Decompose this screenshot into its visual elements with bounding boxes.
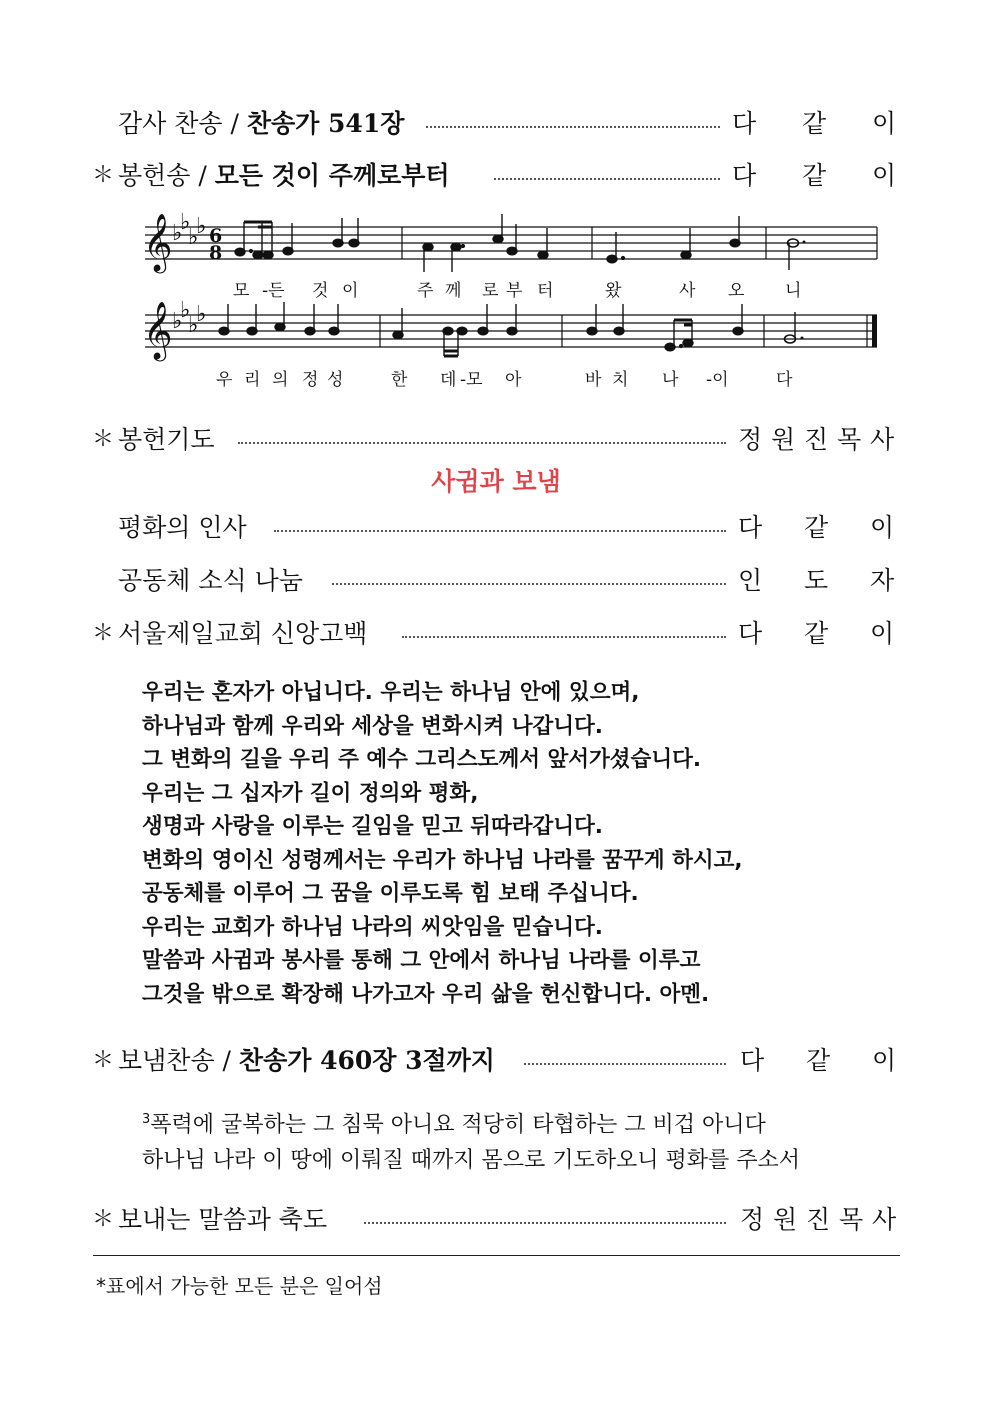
svg-text:왔: 왔 — [605, 281, 622, 301]
creed-line: 우리는 교회가 하나님 나라의 씨앗임을 믿습니다. — [142, 914, 603, 940]
creed-line: 공동체를 이루어 그 꿈을 이루도록 힘 보태 주십니다. — [142, 881, 639, 906]
leader-dots — [494, 178, 720, 180]
svg-text:데: 데 — [440, 370, 457, 390]
leader-dots — [364, 1222, 726, 1224]
svg-text:♭: ♭ — [180, 298, 191, 323]
order-item-peace-greeting: 평화의 인사 다 같 이 — [0, 508, 992, 548]
standing-mark: ＊ — [92, 427, 115, 452]
creed-line: 우리는 그 십자가 길이 정의와 평화, — [142, 780, 479, 806]
standing-mark: ＊ — [92, 1207, 115, 1232]
svg-text:♭: ♭ — [188, 313, 199, 338]
order-item-confession-of-faith: ＊ 서울제일교회 신앙고백 다 같 이 — [0, 614, 992, 654]
creed-line: 변화의 영이신 성령께서는 우리가 하나님 나라를 꿈꾸게 하시고, — [142, 847, 743, 873]
music-score — [0, 200, 992, 400]
svg-text:우: 우 — [216, 370, 233, 390]
verse-line-1: $^3$폭력에 굴복하는 그 침묵 아니요 적당히 타협하는 그 비겁 아니다 — [142, 1112, 766, 1138]
footnote: *표에서 가능한 모든 분은 일어섬 — [96, 1274, 383, 1298]
lyrics-line-2 — [216, 369, 793, 390]
svg-text:나: 나 — [662, 370, 679, 390]
svg-text:리: 리 — [244, 370, 261, 390]
item-label: 감사 찬송 / 찬송가 541장 — [118, 109, 405, 138]
order-item-sending-hymn: ＊ 보냄찬송 / 찬송가 460장 3절까지 다 같 이 — [0, 1041, 992, 1081]
leader-dots — [402, 636, 726, 638]
svg-text:사: 사 — [679, 281, 696, 301]
creed-line: 그 변화의 길을 우리 주 예수 그리스도께서 앞서가셨습니다. — [142, 747, 702, 772]
svg-text:것: 것 — [312, 281, 329, 301]
svg-text:로: 로 — [482, 281, 499, 301]
svg-text:한: 한 — [391, 370, 408, 390]
svg-text:♭: ♭ — [180, 210, 191, 235]
item-label: 보내는 말씀과 축도 — [118, 1205, 328, 1234]
treble-clef-icon: 𝄞 — [143, 301, 173, 359]
standing-mark: ＊ — [92, 1048, 115, 1073]
leader-dots — [238, 442, 726, 444]
time-signature-top: 6 — [209, 225, 223, 247]
leader-dots — [524, 1063, 726, 1065]
svg-text:♭: ♭ — [172, 221, 183, 246]
item-label: 서울제일교회 신앙고백 — [118, 619, 368, 648]
leader-dots — [274, 530, 726, 532]
standing-mark: ＊ — [92, 621, 115, 646]
item-label: 보냄찬송 / 찬송가 460장 3절까지 — [118, 1046, 495, 1075]
svg-text:니: 니 — [785, 281, 802, 301]
svg-text:♭: ♭ — [172, 309, 183, 334]
order-item-thanksgiving-hymn: 감사 찬송 / 찬송가 541장 다 같 이 — [0, 104, 992, 144]
key-signature-flats — [172, 210, 206, 338]
svg-text:치: 치 — [612, 370, 629, 390]
verse-line-2: 하나님 나라 이 땅에 이뤄질 때까지 몸으로 기도하오니 평화를 주소서 — [142, 1148, 800, 1174]
svg-text:께: 께 — [445, 281, 462, 301]
item-label: 평화의 인사 — [118, 513, 247, 542]
hymn-verse — [142, 1102, 800, 1179]
svg-text:-이: -이 — [706, 370, 729, 390]
item-label: 봉헌기도 — [118, 425, 215, 454]
svg-text:-모: -모 — [460, 370, 483, 390]
standing-mark: ＊ — [92, 163, 115, 188]
creed-line: 우리는 혼자가 아닙니다. 우리는 하나님 안에 있으며, — [142, 680, 640, 705]
svg-text:주: 주 — [417, 281, 434, 301]
section-title: 사귐과 보냄 — [431, 467, 561, 496]
leader-dots — [426, 126, 720, 128]
svg-text:다: 다 — [776, 370, 793, 390]
time-signature-bottom: 8 — [209, 242, 223, 264]
lyrics-line-1 — [233, 280, 801, 301]
svg-text:성: 성 — [327, 370, 344, 390]
creed-line: 하나님과 함께 우리와 세상을 변화시켜 나갑니다. — [142, 713, 603, 739]
order-item-benediction: ＊ 보내는 말씀과 축도 정 원 진 목 사 — [0, 1200, 992, 1240]
creed-line: 그것을 밖으로 확장해 나가고자 우리 삶을 헌신합니다. 아멘. — [142, 981, 710, 1007]
svg-text:아: 아 — [505, 370, 522, 390]
svg-text:♭: ♭ — [188, 225, 199, 250]
svg-text:♭: ♭ — [196, 302, 207, 327]
verse-number: 3 — [142, 1112, 151, 1127]
leader-dots — [332, 583, 726, 585]
svg-text:의: 의 — [272, 370, 289, 390]
item-label: 공동체 소식 나눔 — [118, 566, 303, 595]
order-item-offertory-prayer: ＊ 봉헌기도 정 원 진 목 사 — [0, 420, 992, 460]
creed-line: 말씀과 사귐과 봉사를 통해 그 안에서 하나님 나라를 이루고 — [142, 948, 701, 973]
svg-text:이: 이 — [342, 281, 359, 301]
svg-text:부: 부 — [506, 281, 523, 301]
footer-divider — [93, 1255, 900, 1256]
creed-line: 생명과 사랑을 이루는 길임을 믿고 뒤따라갑니다. — [142, 814, 603, 839]
svg-text:바: 바 — [585, 370, 602, 390]
svg-text:터: 터 — [537, 281, 554, 301]
item-label: 봉헌송 / 모든 것이 주께로부터 — [118, 161, 450, 190]
svg-text:정: 정 — [302, 370, 319, 390]
order-item-offertory-song: ＊ 봉헌송 / 모든 것이 주께로부터 다 같 이 — [0, 156, 992, 196]
svg-text:♭: ♭ — [196, 214, 207, 239]
order-item-community-news: 공동체 소식 나눔 인 도 자 — [0, 561, 992, 601]
treble-clef-icon: 𝄞 — [143, 213, 173, 271]
svg-text:오: 오 — [728, 281, 745, 301]
confession-text — [142, 676, 743, 1011]
svg-text:-든: -든 — [262, 281, 285, 301]
svg-text:모: 모 — [233, 281, 250, 301]
